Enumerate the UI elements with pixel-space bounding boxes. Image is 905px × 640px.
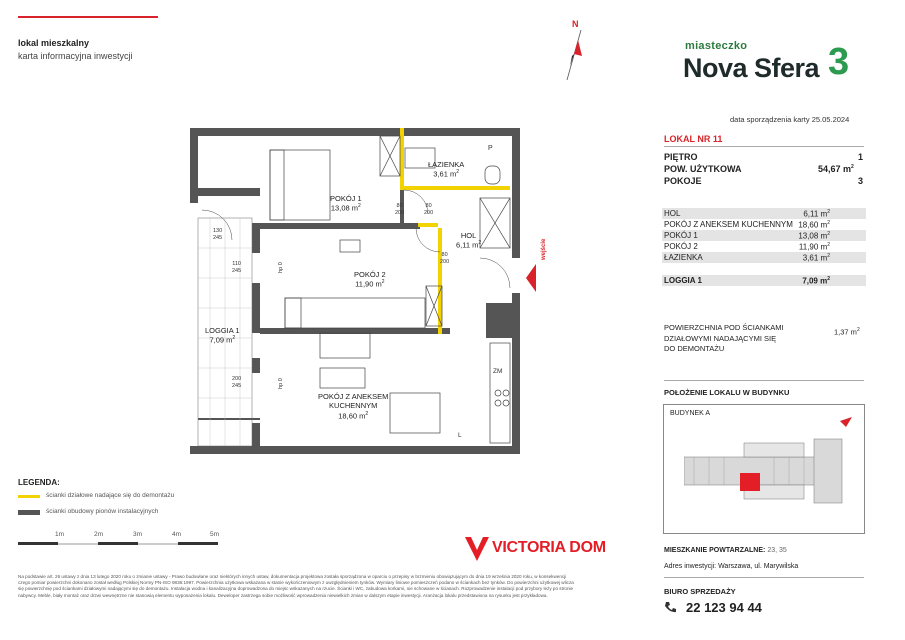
removable-walls-value: 1,37 $m^2$: [834, 327, 860, 337]
sales-phone[interactable]: 22 123 94 44: [686, 600, 762, 615]
header-accent-bar: [18, 16, 158, 18]
legend-title: LEGENDA:: [18, 478, 60, 487]
scale-label: 3m: [133, 531, 143, 538]
logo-main-text: Nova Sfera: [683, 53, 820, 83]
floor-value: 1: [858, 152, 864, 162]
paired-units: MIESZKANIE POWTARZALNE: 23, 35: [664, 547, 787, 554]
room-label-kitchen: POKÓJ Z ANEKSEM KUCHENNYM 18,60 $m^2$: [318, 392, 389, 421]
table-row: POKÓJ Z ANEKSEM KUCHENNYM 18,60 $m^2$: [664, 219, 830, 230]
compass-label: N: [572, 19, 579, 29]
doc-title: lokal mieszkalny: [18, 38, 90, 48]
logo-top-text: miasteczko: [685, 40, 748, 52]
legal-footnote: Na podstawie art. 26 ustawy z dnia 13 lutego 2020 roku o zmianie ustawy - Prawo budowlane oraz niektórych innych ustaw, dokumentacja projektowa została sporządzona w oparciu o przepisy w brzmieniu obowiązującym do dnia 19 września 2020 roku, w konsekwencji czego pomiar powierzchni dokonano został według Polskiej Normy PN-ISO 9836:1997. Powierzchnia użytkowa wskazana w stanie wykończeniowym z uwzględnieniem tynków. Wymiary liniowe pomieszczeń podano w ściankach bez tynków. Do powierzchni użytkowej wlicza się powierzchnię pod ściankami działowymi nadającymi się do demontażu. Instalacja wodna i kanalizacyjna doprowadzona do miejsc wskazanych na rzucie. Ścianki i WC, zabudowa korkami, nie schowane w ścianach. Rozprowadzenie instalacji pod przybory leży po stronie nabywcy. Meble, biały montaż oraz drzwi wewnętrzne nie stanowią elementu wyposażenia lokalu. Deweloper zastrzega sobie możliwość wprowadzenia niewielkich zmian w dalszym etapie inwestycji. Aranżacja lokalu przedstawiona na rysunku jest przykładowa.: [18, 574, 574, 598]
north-marker-icon: [840, 417, 854, 429]
building-location-map: [663, 404, 865, 534]
address: Adres inwestycji: Warszawa, ul. Marywilska: [664, 563, 799, 570]
plan-mark-hp: hp 0: [277, 262, 284, 273]
window-dimension: 130 245: [213, 228, 223, 242]
doc-subtitle: karta informacyjna inwestycji: [18, 51, 133, 61]
room-area-table: [662, 208, 866, 286]
room-label-loggia: LOGGIA 1 7,09 $m^2$: [205, 326, 240, 345]
door-dimension: 80 200: [395, 203, 405, 217]
window-dimension: 200 245: [232, 376, 242, 390]
door-dimension: 80 200: [424, 203, 434, 217]
card-date: data sporządzenia karty 25.05.2024: [730, 115, 850, 124]
rooms-value: 3: [858, 176, 864, 186]
area-label: POW. UŻYTKOWA: [664, 164, 742, 174]
legend-text-install: ścianki obudowy pionów instalacyjnych: [46, 508, 159, 515]
legend-text-removable: ścianki działowe nadające się do demontażu: [46, 492, 175, 499]
scale-label: 2m: [94, 531, 104, 538]
building-label: BUDYNEK A: [670, 410, 711, 417]
table-row: POKÓJ 1 13,08 $m^2$: [662, 230, 866, 241]
divider: [664, 380, 864, 381]
legend-swatch-removable: [18, 495, 40, 498]
rooms-label: POKOJE: [664, 176, 702, 186]
room-label-bathroom: ŁAZIENKA 3,61 $m^2$: [428, 160, 465, 179]
plan-mark-l: L: [458, 432, 462, 439]
legend-swatch-install: [18, 510, 40, 515]
scale-label: 1m: [55, 531, 65, 538]
table-row: ŁAZIENKA 3,61 $m^2$: [662, 252, 866, 263]
floor-label: PIĘTRO: [664, 152, 698, 162]
divider: [664, 146, 864, 147]
table-row: HOL 6,11 $m^2$: [662, 208, 866, 219]
plan-mark-p: P: [488, 145, 493, 152]
scale-label: 5m: [210, 531, 220, 538]
victoria-dom-logo-icon: [462, 534, 492, 564]
loggia-row: LOGGIA 1 7,09 $m^2$: [662, 275, 866, 286]
scale-label: 4m: [172, 531, 182, 538]
room-label-hol: HOL 6,11 $m^2$: [456, 231, 482, 250]
room-label-pokoj1: POKÓJ 1 13,08 $m^2$: [330, 194, 362, 213]
sales-title: BIURO SPRZEDAŻY: [664, 587, 736, 596]
entrance-label: wejście: [541, 238, 547, 260]
building-floorplan-icon: [684, 435, 859, 510]
phone-icon: [664, 601, 676, 613]
developer-name: VICTORIA DOM: [492, 539, 606, 556]
plan-mark-zm: ZM: [493, 368, 503, 375]
area-value: 54,67 $m^2$: [818, 164, 854, 174]
room-label-pokoj2: POKÓJ 2 11,90 $m^2$: [354, 270, 386, 289]
divider: [664, 577, 864, 578]
door-dimension: 80 200: [440, 252, 450, 266]
plan-mark-hp: hp 0: [277, 378, 284, 389]
logo-mark: 3: [828, 41, 850, 83]
lokal-number: LOKAL NR 11: [664, 134, 723, 144]
window-dimension: 110 245: [232, 261, 242, 275]
scale-bar: [18, 538, 223, 548]
location-title: POŁOŻENIE LOKALU W BUDYNKU: [664, 388, 790, 397]
table-row: POKÓJ 2 11,90 $m^2$: [664, 241, 830, 252]
removable-walls-label: POWIERZCHNIA POD ŚCIANKAMI DZIAŁOWYMI NADAJĄCYMI SIĘ DO DEMONTAŻU: [664, 323, 784, 353]
